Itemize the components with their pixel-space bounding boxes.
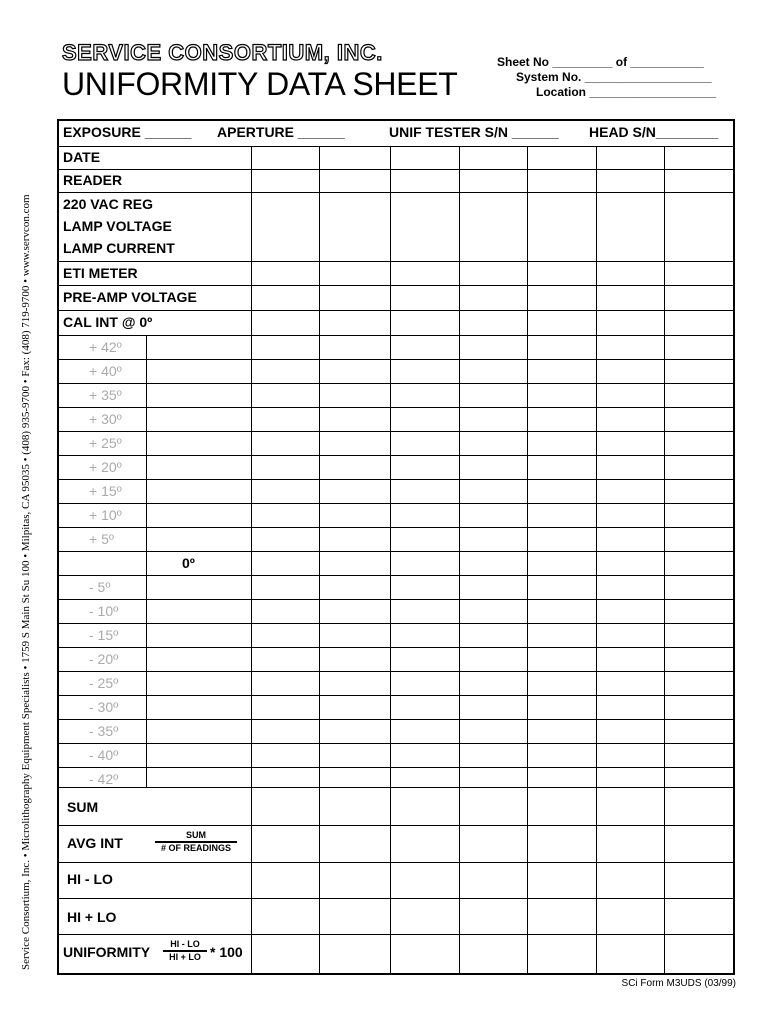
sheet-no-field: Sheet No _________ of ___________	[497, 55, 704, 69]
row-label-cal-int: CAL INT @ 0º	[63, 314, 153, 330]
angle-plus-30: + 30º	[89, 411, 122, 427]
row-label-lamp-voltage: LAMP VOLTAGE	[63, 218, 172, 234]
angle-minus-15: - 15º	[89, 627, 119, 643]
angle-plus-42: + 42º	[89, 339, 122, 355]
angle-minus-25: - 25º	[89, 675, 119, 691]
form-id: SCi Form M3UDS (03/99)	[621, 978, 736, 989]
row-label-lamp-current: LAMP CURRENT	[63, 240, 175, 256]
row-label-hi-lo: HI - LO	[67, 871, 113, 887]
unif-formula-numerator: HI - LO	[170, 939, 200, 949]
row-label-uniformity: UNIFORMITY	[63, 944, 151, 960]
angle-plus-25: + 25º	[89, 435, 122, 451]
location-field: Location ___________________	[536, 85, 717, 99]
row-label-avg-int: AVG INT	[67, 835, 123, 851]
row-label-preamp-voltage: PRE-AMP VOLTAGE	[63, 289, 197, 305]
angle-plus-10: + 10º	[89, 507, 122, 523]
row-label-hi-plus-lo: HI + LO	[67, 909, 117, 925]
avg-formula-numerator: SUM	[186, 830, 206, 840]
unif-formula-denominator: HI + LO	[169, 952, 201, 962]
angle-minus-35: - 35º	[89, 723, 119, 739]
row-label-date: DATE	[63, 149, 101, 165]
unif-tester-field: UNIF TESTER S/N ______	[389, 124, 559, 140]
angle-minus-30: - 30º	[89, 699, 119, 715]
head-sn-field: HEAD S/N________	[589, 124, 719, 140]
angle-minus-40: - 40º	[89, 747, 119, 763]
unif-formula-multiplier: * 100	[210, 944, 243, 960]
angle-minus-5: - 5º	[89, 579, 111, 595]
aperture-field: APERTURE ______	[217, 124, 345, 140]
angle-plus-20: + 20º	[89, 459, 122, 475]
angle-minus-20: - 20º	[89, 651, 119, 667]
angle-zero: 0º	[182, 555, 195, 571]
company-name: SERVICE CONSORTIUM, INC.	[62, 40, 383, 65]
angle-minus-42: - 42º	[89, 771, 119, 787]
row-label-eti-meter: ETI METER	[63, 265, 138, 281]
row-label-220-vac: 220 VAC REG	[63, 196, 153, 212]
row-label-sum: SUM	[67, 799, 99, 815]
row-label-reader: READER	[63, 172, 123, 188]
data-table	[57, 119, 735, 975]
company-contact-vertical: Service Consortium, Inc. • Microlithography Equipment Specialists • 1759 S Main St Su 100 • Milpitas, CA 95035 • (408) 935-9700 • Fax: (408) 719-9700 • www.servcon.com	[20, 194, 32, 970]
page-title: UNIFORMITY DATA SHEET	[62, 66, 458, 102]
angle-plus-5: + 5º	[89, 531, 114, 547]
angle-plus-35: + 35º	[89, 387, 122, 403]
system-no-field: System No. ___________________	[516, 70, 712, 84]
exposure-field: EXPOSURE ______	[63, 124, 192, 140]
angle-plus-40: + 40º	[89, 363, 122, 379]
angle-minus-10: - 10º	[89, 603, 119, 619]
angle-plus-15: + 15º	[89, 483, 122, 499]
avg-formula-denominator: # OF READINGS	[160, 843, 231, 853]
